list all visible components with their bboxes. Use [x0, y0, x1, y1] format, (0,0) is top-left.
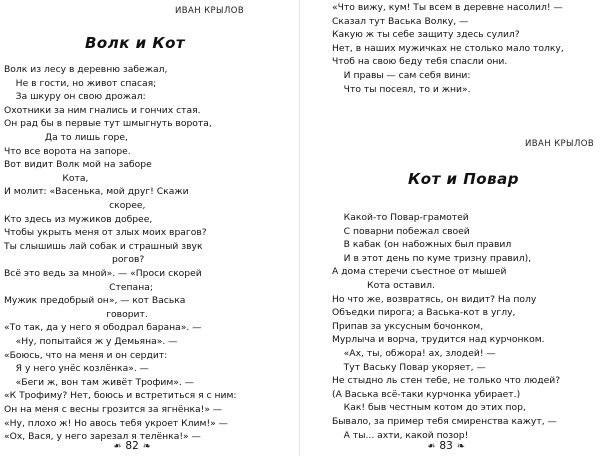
- poem-line: И молит: «Васенька, мой друг! Скажи: [4, 186, 189, 198]
- poem-line: Припав за уксусным бочонком,: [332, 320, 484, 332]
- poem-line: Он рад бы в первые тут шмыгнуть ворота,: [4, 118, 212, 130]
- poem-line: Ты слышишь лай собак и страшный звук: [4, 240, 203, 252]
- poem-line: Какой-то Повар-грамотей: [332, 212, 469, 223]
- poem-line: «Ох, Вася, у него зарезал я телёнка!» —: [4, 431, 201, 443]
- poem-line: «Боюсь, что на меня и он сердит:: [4, 349, 168, 361]
- poem-line: Чтобы укрыть меня от злых моих врагов?: [4, 227, 207, 239]
- poem-line: «Что вижу, кум! Ты всем в деревне насолил! —: [332, 2, 563, 13]
- poem-line: И в этот день по куме тризну правил),: [332, 252, 532, 264]
- right-page: [300, 0, 600, 456]
- poem-line: Да то лишь горе,: [4, 132, 128, 143]
- running-header-author: ИВАН КРЫЛОВ: [525, 139, 595, 149]
- poem-line: Кота,: [4, 172, 89, 184]
- poem-line: Нет, в наших мужичках не столько мало толку,: [332, 42, 564, 54]
- poem-line: Я у него унёс козлёнка». —: [4, 363, 149, 375]
- poem-line: И правы — сам себя вини:: [332, 70, 471, 81]
- poem-line: «К Трофиму? Нет, боюсь и встретиться я с ним:: [4, 390, 237, 402]
- poem-line: Кота оставил.: [332, 280, 435, 291]
- poem-line: Кто здесь из мужиков добрее,: [4, 213, 153, 225]
- poem-line: А дома стеречи съестное от мышей: [332, 266, 507, 278]
- poem-line: «Ну, попытайся ж у Демьяна». —: [4, 336, 178, 347]
- poem-line: Объедки пирога; а Васька-кот в углу,: [332, 307, 516, 319]
- poem-line: Мужик предобрый он», — кот Васька: [4, 295, 186, 307]
- running-header-author: ИВАН КРЫЛОВ: [175, 6, 245, 16]
- poem-line: Какую ж ты себе защиту здесь сулил?: [332, 29, 520, 41]
- poem-line: Охотники за ним гнались и гончих стая.: [4, 104, 201, 116]
- poem-line: «Беги ж, вон там живёт Трофим». —: [4, 376, 194, 388]
- ornament-right-icon: ❧: [456, 440, 466, 452]
- poem-line: В кабак (он набожных был правил: [332, 239, 512, 251]
- page-number: [427, 440, 465, 452]
- poem-title: Кот и Повар: [408, 170, 519, 188]
- poem-line: Не стыдно ль стен тебе, не только что людей?: [332, 375, 561, 387]
- ornament-left-icon: ❧: [113, 440, 122, 452]
- poem-title: Волк и Кот: [85, 34, 186, 52]
- poem-line: Степана;: [4, 281, 153, 293]
- poem-line: «Ну, плохо ж! Но авось тебя укроет Клим!» —: [4, 417, 228, 429]
- poem-line: рогов?: [4, 254, 145, 266]
- poem-line: Он на меня с весны грозится за ягнёнка!» —: [4, 404, 223, 415]
- poem-line: Волк из лесу в деревню забежал,: [4, 64, 168, 75]
- poem-line: Что все ворота на запоре.: [4, 145, 131, 157]
- poem-line: Мурлыча и ворча, трудится над курчонком.: [332, 334, 545, 346]
- ornament-left-icon: ❧: [427, 440, 436, 452]
- poem-line: скорее,: [4, 200, 146, 211]
- poem-line: Вот видит Волк мой на заборе: [4, 159, 152, 171]
- poem-line: А ты... ахти, какой позор!: [332, 429, 469, 441]
- page-number-value: 83: [439, 440, 453, 452]
- poem-line: За шкуру он свою дрожал:: [4, 91, 146, 103]
- poem-line: Как! быв честным котом до этих пор,: [332, 402, 526, 414]
- poem-line: Всё это ведь за мной». — «Проси скорей: [4, 268, 202, 279]
- poem-line: Чтоб на свою беду тебя спасли они.: [332, 56, 508, 68]
- poem-line: Сказал тут Васька Волку, —: [332, 15, 469, 27]
- page-number-value: 82: [125, 440, 139, 452]
- poem-line: Но что же, возвратясь, он видит? На полу: [332, 293, 537, 305]
- poem-line: (А Васька всё-таки курчонка убирает.): [332, 388, 521, 400]
- page-number: [113, 440, 151, 452]
- poem-line: говорит.: [4, 308, 148, 320]
- poem-line: Не в гости, но живот спасая;: [4, 77, 157, 89]
- ornament-right-icon: ❧: [142, 440, 152, 452]
- poem-line: Что ты посеял, то и жни».: [332, 83, 471, 95]
- poem-line: С поварни побежал своей: [332, 225, 470, 237]
- poem-line: Тут Ваську Повар укоряет, —: [332, 361, 486, 373]
- poem-line: «То так, да у него я ободрал барана». —: [4, 322, 202, 334]
- poem-line: «Ах, ты, обжора! ах, злодей! —: [332, 348, 496, 359]
- poem-line: Бывало, за пример тебя смиренства кажут, —: [332, 416, 557, 427]
